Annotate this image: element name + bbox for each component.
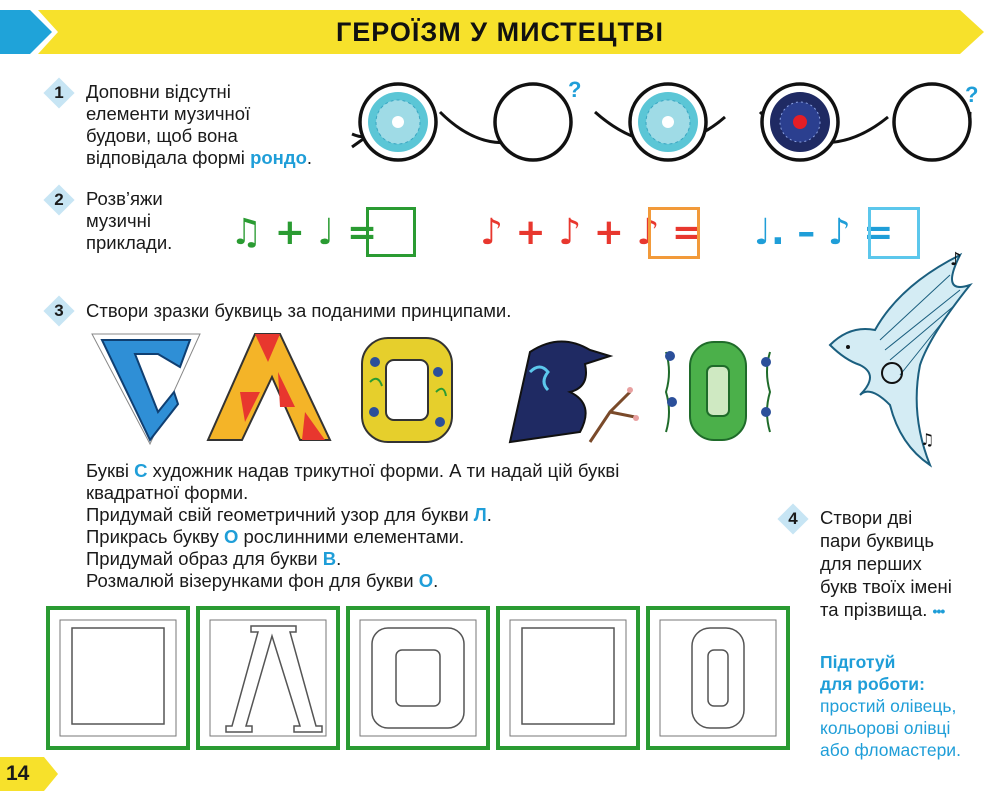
template-box-o-2[interactable] [648,608,788,748]
template-box-square-2[interactable] [498,608,638,748]
ellipsis-icon: ••• [932,603,945,619]
circle-flower-1 [360,84,436,160]
task-3-body: Букві С художник надав трикутної форми. А ти надай цій букві квадратної форми. Придумай свій геометричний узор для букви Л. Прикрась букву О рослинними елементами. Придумай образ для букви В. Розмалюй візерунками фон для букви О. [86,460,620,591]
task-1-text: Доповни відсутні елементи музичної будови, щоб вона відповідала формі рондо. [86,81,313,168]
letter-templates [46,606,791,752]
example-1-notes: ♫ + ♩ = [230,212,378,253]
prep-note: Підготуй для роботи: простий олівець, кольорові олівці або фломастери. [820,652,961,760]
decorated-letters [90,332,810,450]
task-3-badge: 3 [46,298,76,328]
task-2-text: Розв’яжи музичні приклади. [86,188,173,253]
letter-o-flowers [658,338,778,444]
example-1-answer-box[interactable] [366,207,416,257]
page-title: ГЕРОЇЗМ У МИСТЕЦТВІ [335,17,665,47]
task-3-instruction: Створи зразки буквиць за поданими принципами. [86,300,512,321]
letter-l-geometric [208,334,330,440]
letter-c-triangular [92,334,200,444]
task-4-badge: 4 [780,506,810,536]
template-box-square[interactable] [48,608,188,748]
question-mark-2: ? [965,82,979,107]
music-bird-illustration [820,245,990,475]
circle-empty-1 [495,84,571,160]
question-mark-1: ? [568,77,582,102]
circle-dark-flower [762,84,838,160]
letter-o-plant [362,338,452,442]
circle-empty-2 [894,84,970,160]
template-box-o-1[interactable] [348,608,488,748]
task-2-badge: 2 [46,187,76,217]
rondo-circles [340,72,990,182]
letter-v-bird [510,341,639,442]
svg-text:♫: ♫ [920,430,935,449]
example-3-notes: ♩. – ♪ = [754,212,894,253]
task-4-text: Створи дві пари буквиць для перших букв твоїх імені та прізвища. ••• [820,507,952,620]
example-2-notes: ♪ + ♪ + ♪ = [480,212,703,253]
circle-flower-2 [630,84,706,160]
template-box-l[interactable] [198,608,338,748]
page-number: 14 [6,762,30,785]
example-2-answer-box[interactable] [648,207,700,259]
svg-text:♪: ♪ [950,249,962,270]
task-1-badge: 1 [46,80,76,110]
